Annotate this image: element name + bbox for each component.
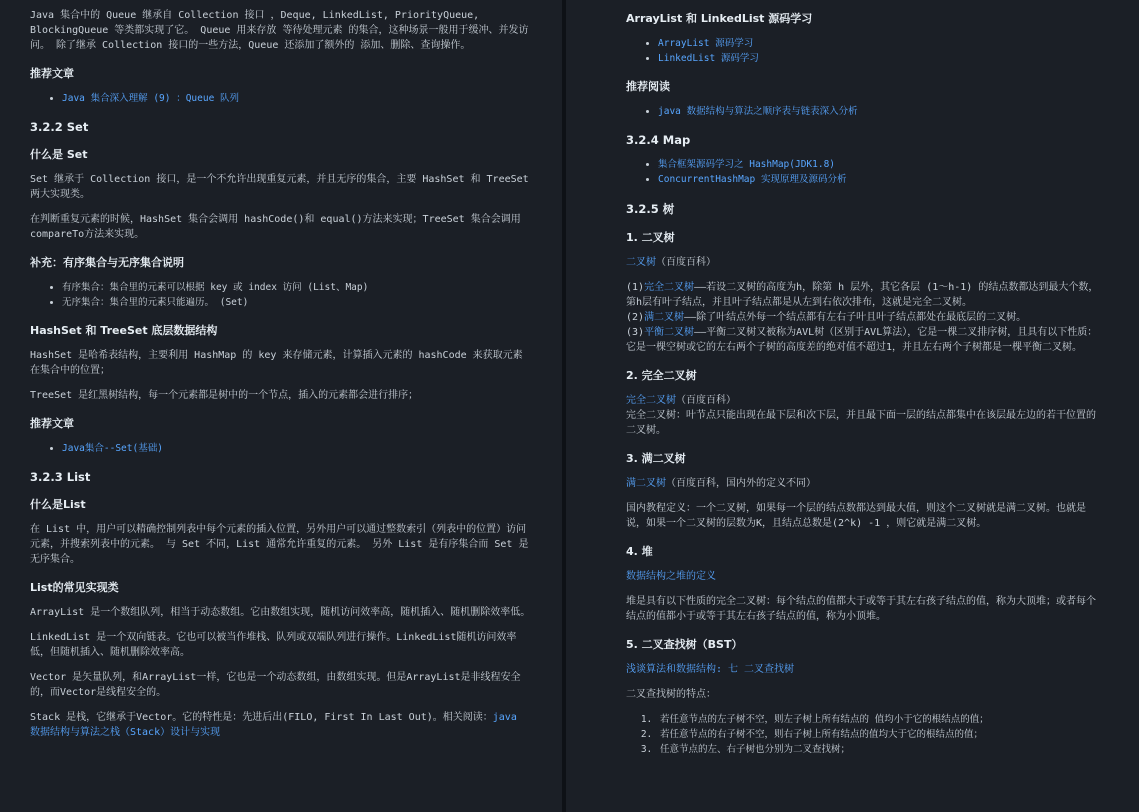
supp-heading: 补充：有序集合与无序集合说明 xyxy=(30,256,184,269)
treeset-paragraph: TreeSet 是红黑树结构，每一个元素都是树中的一个节点，插入的元素都会进行排序； xyxy=(30,390,419,401)
queue-intro: Java 集合中的 Queue 继承自 Collection 接口 ，Deque, LinkedList, PriorityQueue, BlockingQueue 等类都实现了它。 Queue 用来存放 等待处理元素 的集合，这种场景一般用于缓冲、并发访问。 除了继承 Collection 接口的一些方法，Queue 还添加了额外的 添加、删除、查询操作。 xyxy=(30,10,529,51)
list-item: • 有序集合：集合里的元素可以根据 key 或 index 访问 (List、Map) xyxy=(62,280,532,295)
what-list-heading: 什么是List xyxy=(30,498,86,511)
bst-list xyxy=(626,712,1099,757)
impl-heading: List的常见实现类 xyxy=(30,581,119,594)
cbt-def-link[interactable]: 完全二叉树 xyxy=(644,282,695,293)
fbt-ref: 满二叉树（百度百科，国内外的定义不同） xyxy=(626,478,816,489)
linkedlist-paragraph: LinkedList 是一个双向链表。它也可以被当作堆栈、队列或双端队列进行操作。LinkedList随机访问效率低，但随机插入、随机删除效率高。 xyxy=(30,632,517,658)
map-list xyxy=(626,157,1099,187)
cbt-link[interactable]: 完全二叉树 xyxy=(626,395,676,406)
left-page xyxy=(0,0,562,812)
map-item[interactable]: • 集合框架源码学习之 HashMap(JDK1.8) xyxy=(658,157,1099,172)
map-item[interactable]: • ConcurrentHashMap 实现原理及源码分析 xyxy=(658,172,1099,187)
supp-list xyxy=(30,280,532,310)
rec1-heading: 推荐文章 xyxy=(30,67,74,80)
rec-item[interactable]: • java 数据结构与算法之顺序表与链表深入分析 xyxy=(658,104,1099,119)
list-item: 1. 若任意节点的左子树不空，则左子树上所有结点的 值均小于它的根结点的值； xyxy=(658,712,1099,727)
fbt-heading: 3. 满二叉树 xyxy=(626,452,686,465)
stack-paragraph: Stack 是栈，它继承于Vector。它的特性是：先进后出(FILO, First In Last Out)。相关阅读：java 数据结构与算法之栈（Stack）设计与实现 xyxy=(30,712,517,738)
list-item: 3. 任意节点的左、右子树也分别为二叉查找树； xyxy=(658,742,1099,757)
list-item: 2. 若任意节点的右子树不空，则右子树上所有结点的值均大于它的根结点的值； xyxy=(658,727,1099,742)
cbt-paragraph: 完全二叉树（百度百科） 完全二叉树：叶节点只能出现在最下层和次下层，并且最下面一层的结点都集中在该层最左边的若干位置的二叉树。 xyxy=(626,395,1096,436)
set-paragraph-2: 在判断重复元素的时候，HashSet 集合会调用 hashCode()和 equal()方法来实现；TreeSet 集合会调用compareTo方法来实现。 xyxy=(30,214,521,240)
src-item[interactable]: • ArrayList 源码学习 xyxy=(658,36,1099,51)
avl-def-link[interactable]: 平衡二叉树 xyxy=(644,327,695,338)
vector-paragraph: Vector 是矢量队列，和ArrayList一样，它也是一个动态数组，由数组实现。但是ArrayList是非线程安全的，而Vector是线程安全的。 xyxy=(30,672,521,698)
what-set-heading: 什么是 Set xyxy=(30,148,88,161)
list-heading: 3.2.3 List xyxy=(30,470,91,484)
bst-link[interactable]: 浅谈算法和数据结构: 七 二叉查找树 xyxy=(626,664,795,675)
heap-heading: 4. 堆 xyxy=(626,545,653,558)
right-page xyxy=(566,0,1139,812)
src-heading: ArrayList 和 LinkedList 源码学习 xyxy=(626,12,813,25)
bst-intro: 二叉查找树的特点： xyxy=(626,689,716,700)
rec-heading: 推荐阅读 xyxy=(626,80,670,93)
bt-link[interactable]: 二叉树 xyxy=(626,257,656,268)
rec1-list xyxy=(30,91,532,106)
src-list xyxy=(626,36,1099,66)
map-heading: 3.2.4 Map xyxy=(626,133,691,147)
stack-link[interactable]: java 数据结构与算法之栈（Stack）设计与实现 xyxy=(30,712,517,738)
heap-ref xyxy=(626,569,1099,584)
rec2-item[interactable]: • Java集合--Set(基础) xyxy=(62,441,532,456)
fbt-def-link[interactable]: 满二叉树 xyxy=(644,312,685,323)
rec1-item[interactable]: • Java 集合深入理解 (9) ：Queue 队列 xyxy=(62,91,532,106)
tree-heading: 3.2.5 树 xyxy=(626,202,675,216)
heap-paragraph: 堆是具有以下性质的完全二叉树：每个结点的值都大于或等于其左右孩子结点的值，称为大顶堆；或者每个结点的值都小于或等于其左右孩子结点的值，称为小顶堆。 xyxy=(626,596,1096,622)
cbt-heading: 2. 完全二叉树 xyxy=(626,369,697,382)
hashset-heading: HashSet 和 TreeSet 底层数据结构 xyxy=(30,324,218,337)
list-item: • 无序集合：集合里的元素只能遍历。 (Set) xyxy=(62,295,532,310)
src-item[interactable]: • LinkedList 源码学习 xyxy=(658,51,1099,66)
bt-heading: 1. 二叉树 xyxy=(626,231,675,244)
set-paragraph-1: Set 继承于 Collection 接口，是一个不允许出现重复元素，并且无序的集合，主要 HashSet 和 TreeSet 两大实现类。 xyxy=(30,174,529,200)
rec2-list xyxy=(30,441,532,456)
fbt-link[interactable]: 满二叉树 xyxy=(626,478,666,489)
list-paragraph: 在 List 中，用户可以精确控制列表中每个元素的插入位置，另外用户可以通过整数索引（列表中的位置）访问元素，并搜索列表中的元素。 与 Set 不同，List 通常允许重复的元素。 另外 List 是有序集合而 Set 是无序集合。 xyxy=(30,524,529,565)
set-heading: 3.2.2 Set xyxy=(30,120,89,134)
bst-ref xyxy=(626,662,1099,677)
bt-ref: 二叉树（百度百科） xyxy=(626,257,716,268)
rec-list xyxy=(626,104,1099,119)
hashset-paragraph: HashSet 是哈希表结构，主要利用 HashMap 的 key 来存储元素，计算插入元素的 hashCode 来获取元素在集合中的位置； xyxy=(30,350,523,376)
bst-heading: 5. 二叉查找树（BST） xyxy=(626,638,743,651)
fbt-paragraph: 国内教程定义：一个二叉树，如果每一个层的结点数都达到最大值，则这个二叉树就是满二叉树。也就是说，如果一个二叉树的层数为K，且结点总数是(2^k) -1 ，则它就是满二叉树。 xyxy=(626,503,1086,529)
bt-definitions: (1)完全二叉树——若设二叉树的高度为h，除第 h 层外，其它各层 (1～h-1) 的结点数都达到最大个数，第h层有叶子结点，并且叶子结点都是从左到右依次排布，这就是完全二叉树。 (2)满二叉树——除了叶结点外每一个结点都有左右子叶且叶子结点都处在最底层的二叉树。 (3)平衡二叉树——平衡二叉树又被称为AVL树（区别于AVL算法），它是一棵二叉排序树，且具有以下性质：它是一棵空树或它的左右两个子树的高度差的绝对值不超过1，并且左右两个子树都是一棵平衡二叉树。 xyxy=(626,282,1099,353)
arraylist-paragraph: ArrayList 是一个数组队列，相当于动态数组。它由数组实现，随机访问效率高，随机插入、随机删除效率低。 xyxy=(30,607,531,618)
heap-link[interactable]: 数据结构之堆的定义 xyxy=(626,571,716,582)
rec2-heading: 推荐文章 xyxy=(30,417,74,430)
